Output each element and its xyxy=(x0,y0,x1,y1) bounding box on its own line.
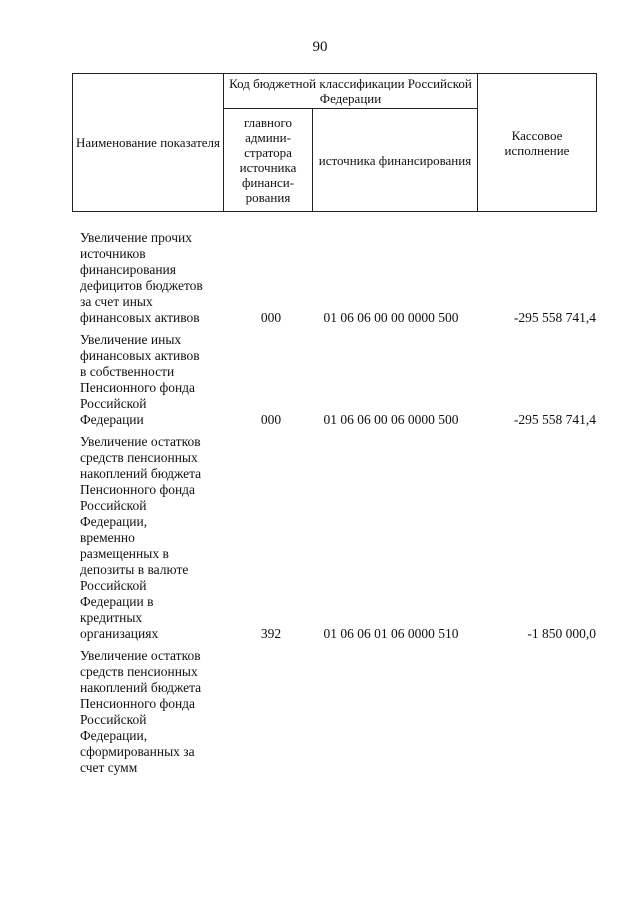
row-admin-code: 000 xyxy=(260,412,282,427)
row-name: Увеличение остатков средств пенсионных накоплений бюджета Пенсионного фонда Российской Федерации, временно размещенных в депозиты в валюте Российской Федерации в кредитных организациях xyxy=(80,434,202,641)
table-header xyxy=(72,73,597,212)
row-admin-code: 000 xyxy=(260,310,282,325)
header-execution-column: Кассовое исполнение xyxy=(478,74,597,212)
header-admin-column: главного админи-стратора источника финанси-рования xyxy=(224,109,313,212)
row-amount: -295 558 741,4 xyxy=(513,412,596,427)
row-name: Увеличение иных финансовых активов в собственности Пенсионного фонда Российской Федерации xyxy=(80,332,200,427)
row-amount: -1 850 000,0 xyxy=(527,626,596,641)
row-source-code: 01 06 06 01 06 0000 510 xyxy=(323,626,459,641)
row-source-code: 01 06 06 00 06 0000 500 xyxy=(323,412,459,427)
table-row xyxy=(80,332,610,428)
row-amount: -295 558 741,4 xyxy=(513,310,596,325)
table-row xyxy=(80,648,610,776)
row-name: Увеличение остатков средств пенсионных накоплений бюджета Пенсионного фонда Российской Федерации, сформированных за счет сумм xyxy=(80,648,202,775)
row-admin-code: 392 xyxy=(260,626,282,641)
table-row xyxy=(80,434,610,642)
table-body xyxy=(80,230,610,782)
row-name: Увеличение прочих источников финансирования дефицитов бюджетов за счет иных финансовых активов xyxy=(80,230,203,325)
table-row xyxy=(80,230,610,326)
header-source-column: источника финансирования xyxy=(313,109,478,212)
header-name-column: Наименование показателя xyxy=(73,74,224,212)
page-number: 90 xyxy=(312,39,328,55)
row-source-code: 01 06 06 00 00 0000 500 xyxy=(323,310,459,325)
header-code-group: Код бюджетной классификации Российской Федерации xyxy=(224,74,478,109)
